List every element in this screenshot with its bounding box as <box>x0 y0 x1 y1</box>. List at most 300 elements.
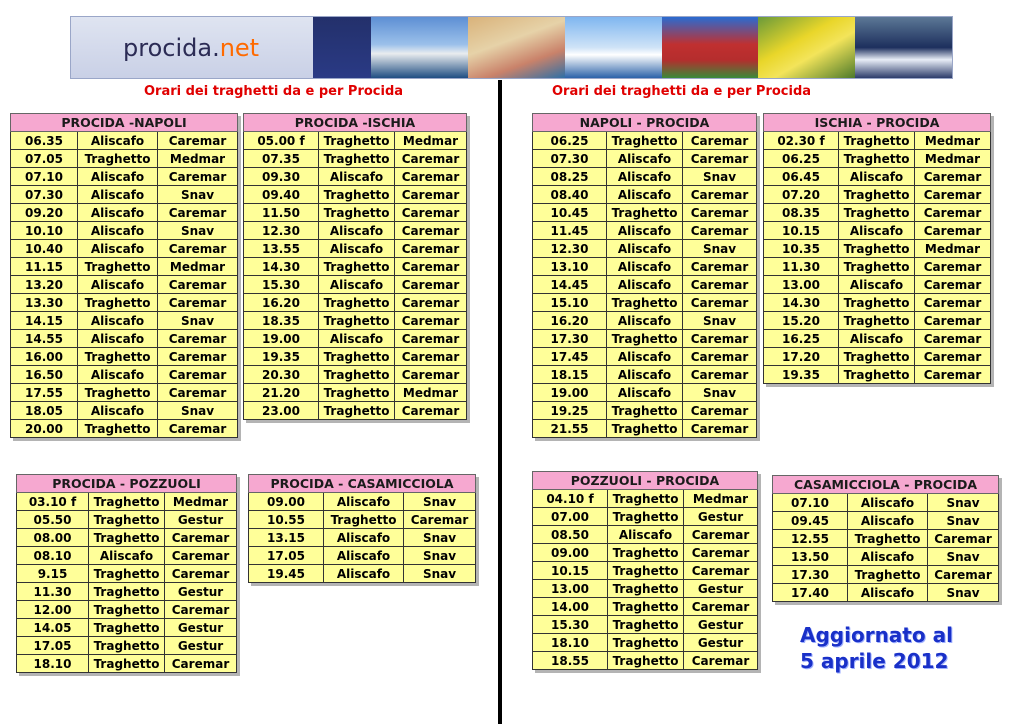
operator: Caremar <box>395 240 467 258</box>
table-row <box>244 348 467 366</box>
timetable-title: PROCIDA - POZZUOLI <box>17 475 237 493</box>
departure-time: 19.45 <box>249 565 324 583</box>
departure-time: 19.25 <box>533 402 607 420</box>
departure-time: 09.20 <box>11 204 78 222</box>
departure-time: 21.55 <box>533 420 607 438</box>
departure-time: 17.30 <box>773 566 848 584</box>
departure-time: 11.30 <box>764 258 839 276</box>
operator: Snav <box>404 529 476 547</box>
operator: Caremar <box>684 526 758 544</box>
timetable-ischia-procida <box>763 113 991 384</box>
page-divider <box>498 80 502 724</box>
operator: Caremar <box>683 222 757 240</box>
logo-text: procida. <box>123 33 220 62</box>
vessel-type: Aliscafo <box>78 222 158 240</box>
departure-time: 09.45 <box>773 512 848 530</box>
departure-time: 17.30 <box>533 330 607 348</box>
table-row <box>533 544 758 562</box>
table-row <box>17 601 237 619</box>
operator: Caremar <box>683 348 757 366</box>
table-row <box>11 312 238 330</box>
operator: Caremar <box>683 132 757 150</box>
table-row <box>244 258 467 276</box>
vessel-type: Traghetto <box>319 150 395 168</box>
vessel-type: Traghetto <box>89 619 165 637</box>
table-row <box>17 529 237 547</box>
operator: Snav <box>158 186 238 204</box>
operator: Caremar <box>165 547 237 565</box>
timetable-title-row <box>244 114 467 132</box>
vessel-type: Traghetto <box>319 348 395 366</box>
table-row <box>764 240 991 258</box>
departure-time: 19.00 <box>244 330 319 348</box>
banner-photo-village <box>468 17 565 78</box>
departure-time: 13.00 <box>764 276 839 294</box>
operator: Caremar <box>395 204 467 222</box>
departure-time: 14.15 <box>11 312 78 330</box>
departure-time: 08.50 <box>533 526 608 544</box>
table-row <box>11 348 238 366</box>
vessel-type: Traghetto <box>608 598 684 616</box>
vessel-type: Traghetto <box>319 132 395 150</box>
vessel-type: Aliscafo <box>78 276 158 294</box>
table-row <box>11 294 238 312</box>
operator: Caremar <box>395 366 467 384</box>
departure-time: 07.30 <box>11 186 78 204</box>
operator: Caremar <box>158 240 238 258</box>
table-row <box>533 366 757 384</box>
vessel-type: Aliscafo <box>319 276 395 294</box>
table-row <box>773 584 999 602</box>
departure-time: 21.20 <box>244 384 319 402</box>
vessel-type: Traghetto <box>78 384 158 402</box>
table-row <box>17 547 237 565</box>
departure-time: 05.00 f <box>244 132 319 150</box>
operator: Caremar <box>684 598 758 616</box>
operator: Caremar <box>683 186 757 204</box>
table-row <box>17 583 237 601</box>
table-row <box>533 348 757 366</box>
operator: Caremar <box>683 402 757 420</box>
departure-time: 13.50 <box>773 548 848 566</box>
vessel-type: Aliscafo <box>839 168 915 186</box>
table-row <box>244 330 467 348</box>
vessel-type: Traghetto <box>839 312 915 330</box>
table-row <box>11 330 238 348</box>
departure-time: 14.30 <box>244 258 319 276</box>
operator: Caremar <box>158 132 238 150</box>
table-row <box>764 258 991 276</box>
operator: Caremar <box>915 276 991 294</box>
table-row <box>533 132 757 150</box>
banner-photo-sea <box>313 17 371 78</box>
table-row <box>764 132 991 150</box>
timetable-procida-ischia <box>243 113 467 420</box>
departure-time: 17.40 <box>773 584 848 602</box>
operator: Caremar <box>684 544 758 562</box>
vessel-type: Aliscafo <box>78 204 158 222</box>
table-row <box>17 565 237 583</box>
table-row <box>11 240 238 258</box>
operator: Caremar <box>395 402 467 420</box>
vessel-type: Traghetto <box>78 348 158 366</box>
timetable-title: PROCIDA - CASAMICCIOLA <box>249 475 476 493</box>
vessel-type: Traghetto <box>319 258 395 276</box>
table-row <box>244 384 467 402</box>
updated-date: 5 aprile 2012 <box>800 649 949 673</box>
departure-time: 13.00 <box>533 580 608 598</box>
vessel-type: Traghetto <box>78 258 158 276</box>
departure-time: 09.00 <box>249 493 324 511</box>
departure-time: 19.00 <box>533 384 607 402</box>
departure-time: 16.20 <box>533 312 607 330</box>
table-row <box>533 526 758 544</box>
table-row <box>773 566 999 584</box>
operator: Caremar <box>915 348 991 366</box>
table-row <box>764 168 991 186</box>
departure-time: 09.30 <box>244 168 319 186</box>
departure-time: 12.30 <box>533 240 607 258</box>
operator: Caremar <box>158 276 238 294</box>
vessel-type: Traghetto <box>319 384 395 402</box>
vessel-type: Aliscafo <box>607 150 683 168</box>
vessel-type: Traghetto <box>848 530 928 548</box>
vessel-type: Aliscafo <box>78 132 158 150</box>
table-row <box>533 240 757 258</box>
departure-time: 14.30 <box>764 294 839 312</box>
departure-time: 17.20 <box>764 348 839 366</box>
table-row <box>244 132 467 150</box>
table-row <box>11 186 238 204</box>
table-row <box>533 402 757 420</box>
vessel-type: Aliscafo <box>607 366 683 384</box>
operator: Snav <box>928 548 999 566</box>
table-row <box>244 204 467 222</box>
departure-time: 16.50 <box>11 366 78 384</box>
departure-time: 11.15 <box>11 258 78 276</box>
banner-photo-ferry <box>371 17 468 78</box>
departure-time: 17.55 <box>11 384 78 402</box>
departure-time: 04.10 f <box>533 490 608 508</box>
timetable-title-row <box>249 475 476 493</box>
timetable-title: PROCIDA -NAPOLI <box>11 114 238 132</box>
timetable-title: POZZUOLI - PROCIDA <box>533 472 758 490</box>
departure-time: 11.45 <box>533 222 607 240</box>
table-row <box>11 150 238 168</box>
vessel-type: Traghetto <box>319 186 395 204</box>
operator: Snav <box>683 168 757 186</box>
vessel-type: Aliscafo <box>607 168 683 186</box>
vessel-type: Traghetto <box>607 294 683 312</box>
operator: Medmar <box>165 493 237 511</box>
vessel-type: Aliscafo <box>607 348 683 366</box>
departure-time: 10.10 <box>11 222 78 240</box>
table-row <box>249 547 476 565</box>
vessel-type: Traghetto <box>78 150 158 168</box>
table-row <box>11 276 238 294</box>
operator: Snav <box>404 565 476 583</box>
table-row <box>249 565 476 583</box>
table-row <box>17 619 237 637</box>
operator: Gestur <box>684 616 758 634</box>
departure-time: 05.50 <box>17 511 89 529</box>
departure-time: 09.00 <box>533 544 608 562</box>
operator: Caremar <box>915 312 991 330</box>
vessel-type: Aliscafo <box>607 312 683 330</box>
departure-time: 18.15 <box>533 366 607 384</box>
operator: Caremar <box>683 294 757 312</box>
vessel-type: Traghetto <box>607 204 683 222</box>
operator: Caremar <box>683 204 757 222</box>
departure-time: 07.10 <box>773 494 848 512</box>
table-row <box>533 186 757 204</box>
departure-time: 11.50 <box>244 204 319 222</box>
departure-time: 13.10 <box>533 258 607 276</box>
departure-time: 9.15 <box>17 565 89 583</box>
vessel-type: Traghetto <box>89 565 165 583</box>
updated-stamp <box>800 622 953 674</box>
vessel-type: Traghetto <box>607 330 683 348</box>
operator: Snav <box>158 222 238 240</box>
vessel-type: Traghetto <box>608 508 684 526</box>
vessel-type: Traghetto <box>608 562 684 580</box>
departure-time: 06.35 <box>11 132 78 150</box>
vessel-type: Aliscafo <box>607 276 683 294</box>
operator: Gestur <box>684 634 758 652</box>
operator: Caremar <box>158 384 238 402</box>
vessel-type: Traghetto <box>319 294 395 312</box>
departure-time: 13.20 <box>11 276 78 294</box>
vessel-type: Traghetto <box>89 655 165 673</box>
vessel-type: Traghetto <box>89 637 165 655</box>
table-row <box>533 490 758 508</box>
operator: Caremar <box>158 420 238 438</box>
table-row <box>11 402 238 420</box>
table-row <box>764 294 991 312</box>
departure-time: 02.30 f <box>764 132 839 150</box>
departure-time: 14.00 <box>533 598 608 616</box>
header-banner <box>70 16 953 79</box>
site-logo[interactable] <box>71 17 313 78</box>
timetable-procida-casamicciola <box>248 474 476 583</box>
operator: Caremar <box>395 168 467 186</box>
timetable-pozzuoli-procida <box>532 471 758 670</box>
vessel-type: Aliscafo <box>848 548 928 566</box>
operator: Caremar <box>683 330 757 348</box>
timetable-title-row <box>764 114 991 132</box>
table-row <box>533 652 758 670</box>
departure-time: 10.40 <box>11 240 78 258</box>
departure-time: 07.35 <box>244 150 319 168</box>
operator: Caremar <box>684 562 758 580</box>
vessel-type: Traghetto <box>319 312 395 330</box>
vessel-type: Traghetto <box>89 583 165 601</box>
vessel-type: Traghetto <box>78 420 158 438</box>
table-row <box>533 562 758 580</box>
timetable-title-row <box>11 114 238 132</box>
vessel-type: Aliscafo <box>839 330 915 348</box>
table-row <box>533 508 758 526</box>
operator: Caremar <box>165 655 237 673</box>
operator: Gestur <box>684 580 758 598</box>
vessel-type: Aliscafo <box>607 258 683 276</box>
operator: Medmar <box>158 258 238 276</box>
vessel-type: Aliscafo <box>78 402 158 420</box>
vessel-type: Aliscafo <box>839 276 915 294</box>
table-row <box>17 511 237 529</box>
departure-time: 13.15 <box>249 529 324 547</box>
table-row <box>533 276 757 294</box>
vessel-type: Aliscafo <box>319 330 395 348</box>
table-row <box>764 366 991 384</box>
vessel-type: Aliscafo <box>78 168 158 186</box>
operator: Snav <box>928 584 999 602</box>
vessel-type: Aliscafo <box>607 384 683 402</box>
table-row <box>533 598 758 616</box>
timetable-title-row <box>17 475 237 493</box>
table-row <box>244 276 467 294</box>
vessel-type: Aliscafo <box>848 494 928 512</box>
operator: Gestur <box>165 637 237 655</box>
operator: Caremar <box>395 258 467 276</box>
timetable-procida-pozzuoli <box>16 474 237 673</box>
operator: Gestur <box>165 619 237 637</box>
timetable-title: ISCHIA - PROCIDA <box>764 114 991 132</box>
departure-time: 07.00 <box>533 508 608 526</box>
departure-time: 23.00 <box>244 402 319 420</box>
table-row <box>17 655 237 673</box>
vessel-type: Traghetto <box>319 402 395 420</box>
operator: Caremar <box>158 366 238 384</box>
operator: Caremar <box>683 420 757 438</box>
banner-photo-building <box>662 17 759 78</box>
operator: Medmar <box>915 132 991 150</box>
departure-time: 07.20 <box>764 186 839 204</box>
vessel-type: Traghetto <box>839 294 915 312</box>
vessel-type: Traghetto <box>839 366 915 384</box>
operator: Caremar <box>395 150 467 168</box>
table-row <box>533 634 758 652</box>
departure-time: 08.40 <box>533 186 607 204</box>
operator: Caremar <box>915 204 991 222</box>
table-row <box>11 420 238 438</box>
table-row <box>249 511 476 529</box>
operator: Snav <box>404 493 476 511</box>
vessel-type: Traghetto <box>839 186 915 204</box>
table-row <box>244 150 467 168</box>
vessel-type: Aliscafo <box>607 240 683 258</box>
table-row <box>773 494 999 512</box>
banner-photo-sailboat <box>565 17 662 78</box>
table-row <box>764 204 991 222</box>
table-row <box>773 530 999 548</box>
table-row <box>244 168 467 186</box>
right-page-heading: Orari dei traghetti da e per Procida <box>552 84 812 99</box>
departure-time: 14.55 <box>11 330 78 348</box>
vessel-type: Aliscafo <box>848 512 928 530</box>
table-row <box>764 276 991 294</box>
table-row <box>244 240 467 258</box>
vessel-type: Traghetto <box>607 132 683 150</box>
vessel-type: Traghetto <box>607 420 683 438</box>
vessel-type: Aliscafo <box>839 222 915 240</box>
vessel-type: Traghetto <box>324 511 404 529</box>
table-row <box>533 150 757 168</box>
departure-time: 18.10 <box>17 655 89 673</box>
departure-time: 08.10 <box>17 547 89 565</box>
operator: Medmar <box>684 490 758 508</box>
table-row <box>244 402 467 420</box>
operator: Caremar <box>683 150 757 168</box>
operator: Caremar <box>158 204 238 222</box>
operator: Caremar <box>165 529 237 547</box>
departure-time: 07.05 <box>11 150 78 168</box>
vessel-type: Aliscafo <box>319 168 395 186</box>
operator: Gestur <box>684 508 758 526</box>
departure-time: 18.10 <box>533 634 608 652</box>
table-row <box>11 132 238 150</box>
vessel-type: Traghetto <box>839 204 915 222</box>
table-row <box>249 493 476 511</box>
departure-time: 08.35 <box>764 204 839 222</box>
table-row <box>244 312 467 330</box>
vessel-type: Aliscafo <box>324 529 404 547</box>
vessel-type: Aliscafo <box>78 186 158 204</box>
operator: Snav <box>683 240 757 258</box>
vessel-type: Aliscafo <box>89 547 165 565</box>
departure-time: 18.35 <box>244 312 319 330</box>
vessel-type: Traghetto <box>839 240 915 258</box>
operator: Caremar <box>683 366 757 384</box>
table-row <box>11 168 238 186</box>
vessel-type: Aliscafo <box>848 584 928 602</box>
operator: Caremar <box>915 186 991 204</box>
operator: Caremar <box>684 652 758 670</box>
departure-time: 10.15 <box>764 222 839 240</box>
departure-time: 15.20 <box>764 312 839 330</box>
table-row <box>11 366 238 384</box>
vessel-type: Aliscafo <box>324 493 404 511</box>
table-row <box>773 512 999 530</box>
departure-time: 10.55 <box>249 511 324 529</box>
vessel-type: Aliscafo <box>78 366 158 384</box>
operator: Caremar <box>158 348 238 366</box>
departure-time: 06.45 <box>764 168 839 186</box>
table-row <box>764 150 991 168</box>
departure-time: 16.20 <box>244 294 319 312</box>
table-row <box>764 312 991 330</box>
departure-time: 17.05 <box>17 637 89 655</box>
table-row <box>11 222 238 240</box>
operator: Caremar <box>395 186 467 204</box>
departure-time: 13.30 <box>11 294 78 312</box>
departure-time: 08.00 <box>17 529 89 547</box>
timetable-procida-napoli <box>10 113 238 438</box>
operator: Caremar <box>395 348 467 366</box>
departure-time: 17.05 <box>249 547 324 565</box>
operator: Caremar <box>915 168 991 186</box>
departure-time: 15.30 <box>533 616 608 634</box>
timetable-title: NAPOLI - PROCIDA <box>533 114 757 132</box>
operator: Caremar <box>165 565 237 583</box>
left-page-heading: Orari dei traghetti da e per Procida <box>144 84 404 99</box>
departure-time: 06.25 <box>764 150 839 168</box>
vessel-type: Traghetto <box>89 529 165 547</box>
operator: Caremar <box>158 294 238 312</box>
table-row <box>11 258 238 276</box>
table-row <box>533 616 758 634</box>
operator: Medmar <box>158 150 238 168</box>
